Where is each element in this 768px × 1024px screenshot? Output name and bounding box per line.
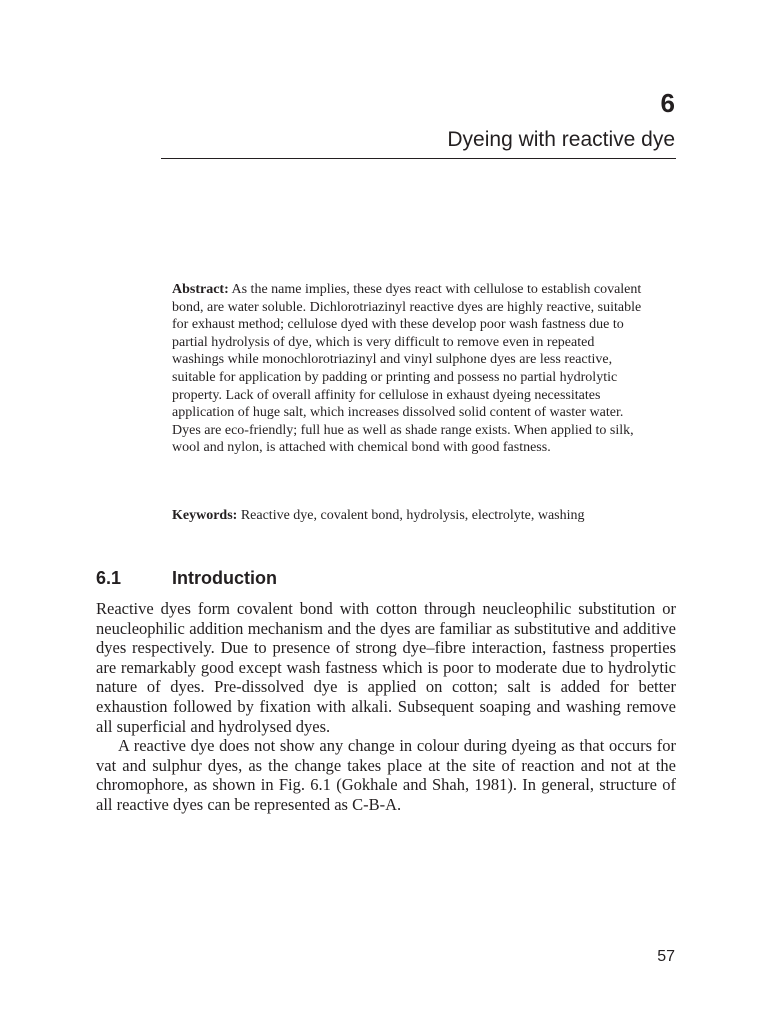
keywords: [172, 507, 648, 525]
page-number: 57: [657, 948, 675, 965]
keywords-text: Reactive dye, covalent bond, hydrolysis, electrolyte, washing: [240, 508, 585, 523]
title-rule: [161, 158, 676, 159]
paragraph: Reactive dyes form covalent bond with cotton through neucleophilic substitution or neucleophilic addition mechanism and the dyes are familiar as substitutive and additive dyes respectively. Due to presence of strong dye–fibre interaction, fastness properties are remarkably good except wash fastness which is poor to moderate due to hydrolytic nature of dyes. Pre-dissolved dye is applied on cotton; salt is added for better exhaustion followed by fixation with alkali. Subsequent soaping and washing remove all superficial and hydrolysed dyes.: [96, 599, 676, 736]
abstract-label: Abstract:: [172, 282, 229, 297]
keywords-label: Keywords:: [172, 508, 238, 523]
chapter-number: 6: [660, 88, 675, 118]
section-body: [96, 599, 676, 815]
section-title: Introduction: [172, 568, 277, 588]
abstract: [172, 281, 648, 457]
chapter-title: Dyeing with reactive dye: [447, 128, 675, 151]
abstract-text: As the name implies, these dyes react with cellulose to establish covalent bond, are water soluble. Dichlorotriazinyl reactive dyes are highly reactive, suitable for exhaust method; cellulose dyed with these develop poor wash fastness due to partial hydrolysis of dye, which is very difficult to remove even in repeated washings while monochlorotriazinyl and vinyl sulphone dyes are less reactive, suitable for application by padding or printing and possess no partial hydrolytic property. Lack of overall affinity for cellulose in exhaust dyeing necessitates application of huge salt, which increases dissolved solid content of waster water. Dyes are eco-friendly; full hue as well as shade range exists. When applied to silk, wool and nylon, is attached with chemical bond with good fastness.: [172, 282, 642, 456]
paragraph: A reactive dye does not show any change in colour during dyeing as that occurs for vat and sulphur dyes, as the change takes place at the site of reaction and not at the chromophore, as shown in Fig. 6.1 (Gokhale and Shah, 1981). In general, structure of all reactive dyes can be represented as C-B-A.: [96, 736, 676, 814]
section-number: 6.1: [96, 568, 122, 588]
